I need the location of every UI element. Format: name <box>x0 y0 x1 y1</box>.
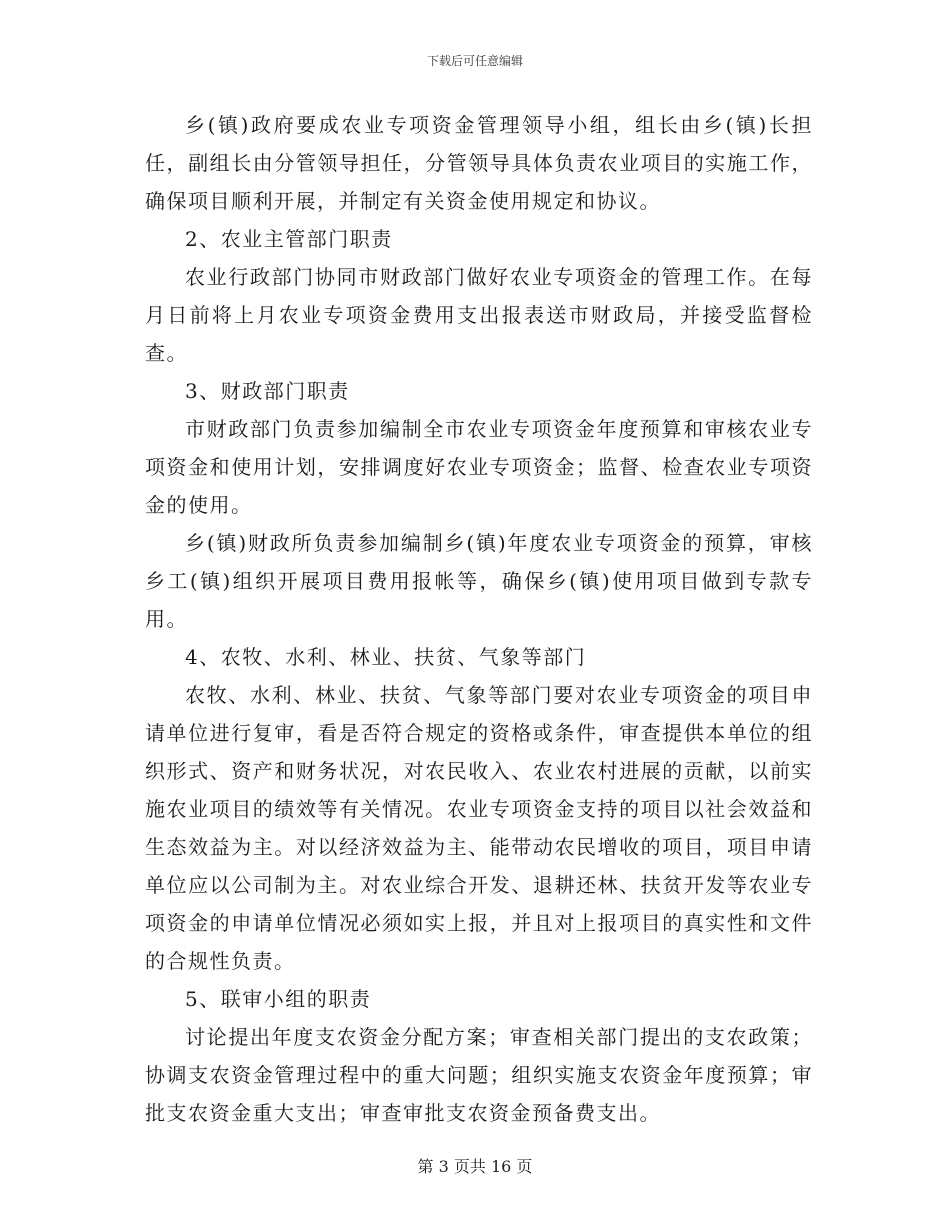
document-body <box>145 106 813 1132</box>
paragraph-township-group: 乡(镇)政府要成农业专项资金管理领导小组，组长由乡(镇)长担任，副组长由分管领导担任，分管领导具体负责农业项目的实施工作，确保项目顺利开展，并制定有关资金使用规定和协议。 <box>145 113 813 213</box>
page-number: 第 3 页共 16 页 <box>417 1157 533 1176</box>
paragraph-agriculture-dept: 农业行政部门协同市财政部门做好农业专项资金的管理工作。在每月日前将上月农业专项资金费用支出报表送市财政局，并接受监督检查。 <box>145 265 813 365</box>
paragraph-township-finance: 乡(镇)财政所负责参加编制乡(镇)年度农业专项资金的预算，审核乡工(镇)组织开展项目费用报帐等，确保乡(镇)使用项目做到专款专用。 <box>145 531 813 631</box>
paragraph-finance-dept: 市财政部门负责参加编制全市农业专项资金年度预算和审核农业专项资金和使用计划，安排调度好农业专项资金；监督、检查农业专项资金的使用。 <box>145 417 813 517</box>
section-heading-other-depts: 4、农牧、水利、林业、扶贫、气象等部门 <box>185 645 587 669</box>
section-heading-finance-dept: 3、财政部门职责 <box>185 379 350 403</box>
paragraph-review-group: 讨论提出年度支农资金分配方案；审查相关部门提出的支农政策；协调支农资金管理过程中的重大问题；组织实施支农资金年度预算；审批支农资金重大支出；审查审批支农资金预备费支出。 <box>145 1025 813 1125</box>
section-heading-review-group: 5、联审小组的职责 <box>185 987 372 1011</box>
page-header: 下载后可任意编辑 <box>426 54 523 68</box>
paragraph-other-depts: 农牧、水利、林业、扶贫、气象等部门要对农业专项资金的项目申请单位进行复审，看是否符合规定的资格或条件，审查提供本单位的组织形式、资产和财务状况，对农民收入、农业农村进展的贡献，以前实施农业项目的绩效等有关情况。农业专项资金支持的项目以社会效益和生态效益为主。对以经济效益为主、能带动农民增收的项目，项目申请单位应以公司制为主。对农业综合开发、退耕还林、扶贫开发等农业专项资金的申请单位情况必须如实上报，并且对上报项目的真实性和文件的合规性负责。 <box>145 683 813 973</box>
section-heading-agriculture-dept: 2、农业主管部门职责 <box>185 227 393 251</box>
